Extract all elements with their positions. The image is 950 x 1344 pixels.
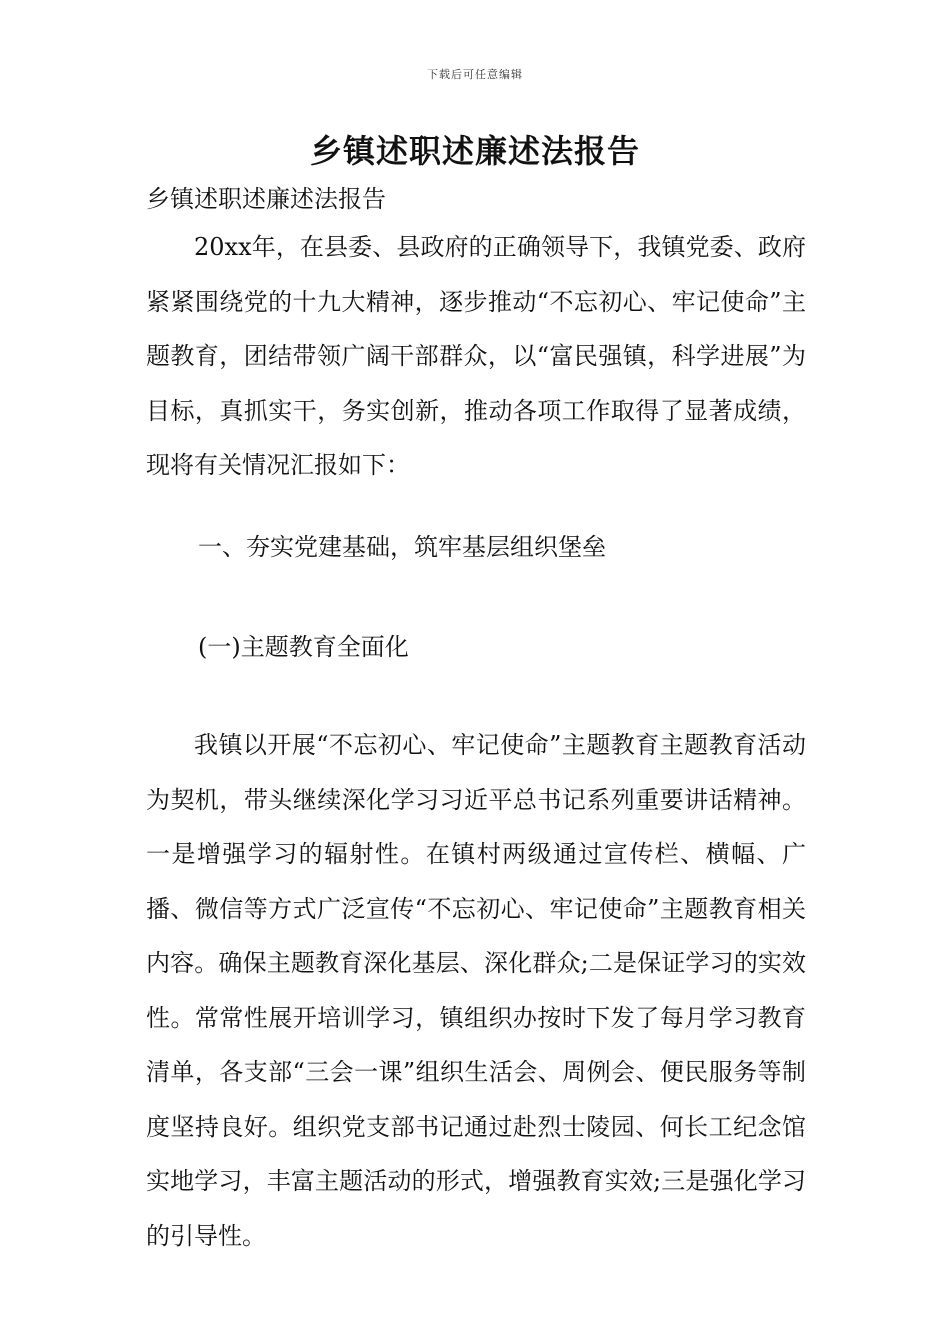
subsection-heading: (一)主题教育全面化 xyxy=(198,633,409,661)
intro-paragraph: 20xx年，在县委、县政府的正确领导下，我镇党委、政府紧紧围绕党的十九大精神，逐步推动“不忘初心、牢记使命”主题教育，团结带领广阔干部群众，以“富民强镇，科学进展”为目标，真抓实干，务实创新，推动各项工作取得了显著成绩，现将有关情况汇报如下： xyxy=(146,233,806,479)
header-note: 下载后可任意编辑 xyxy=(427,68,523,81)
page-title: 乡镇述职述廉述法报告 xyxy=(309,132,640,170)
document-subtitle: 乡镇述职述廉述法报告 xyxy=(146,185,386,213)
section-heading: 一、夯实党建基础，筑牢基层组织堡垒 xyxy=(198,533,606,561)
body-paragraph: 我镇以开展“不忘初心、牢记使命”主题教育主题教育活动为契机，带头继续深化学习习近平总书记系列重要讲话精神。一是增强学习的辐射性。在镇村两级通过宣传栏、横幅、广播、微信等方式广泛宣传“不忘初心、牢记使命”主题教育相关内容。确保主题教育深化基层、深化群众;二是保证学习的实效性。常常性展开培训学习，镇组织办按时下发了每月学习教育清单，各支部“三会一课”组织生活会、周例会、便民服务等制度坚持良好。组织党支部书记通过赴烈士陵园、何长工纪念馆实地学习，丰富主题活动的形式，增强教育实效;三是强化学习的引导性。 xyxy=(146,731,806,1250)
